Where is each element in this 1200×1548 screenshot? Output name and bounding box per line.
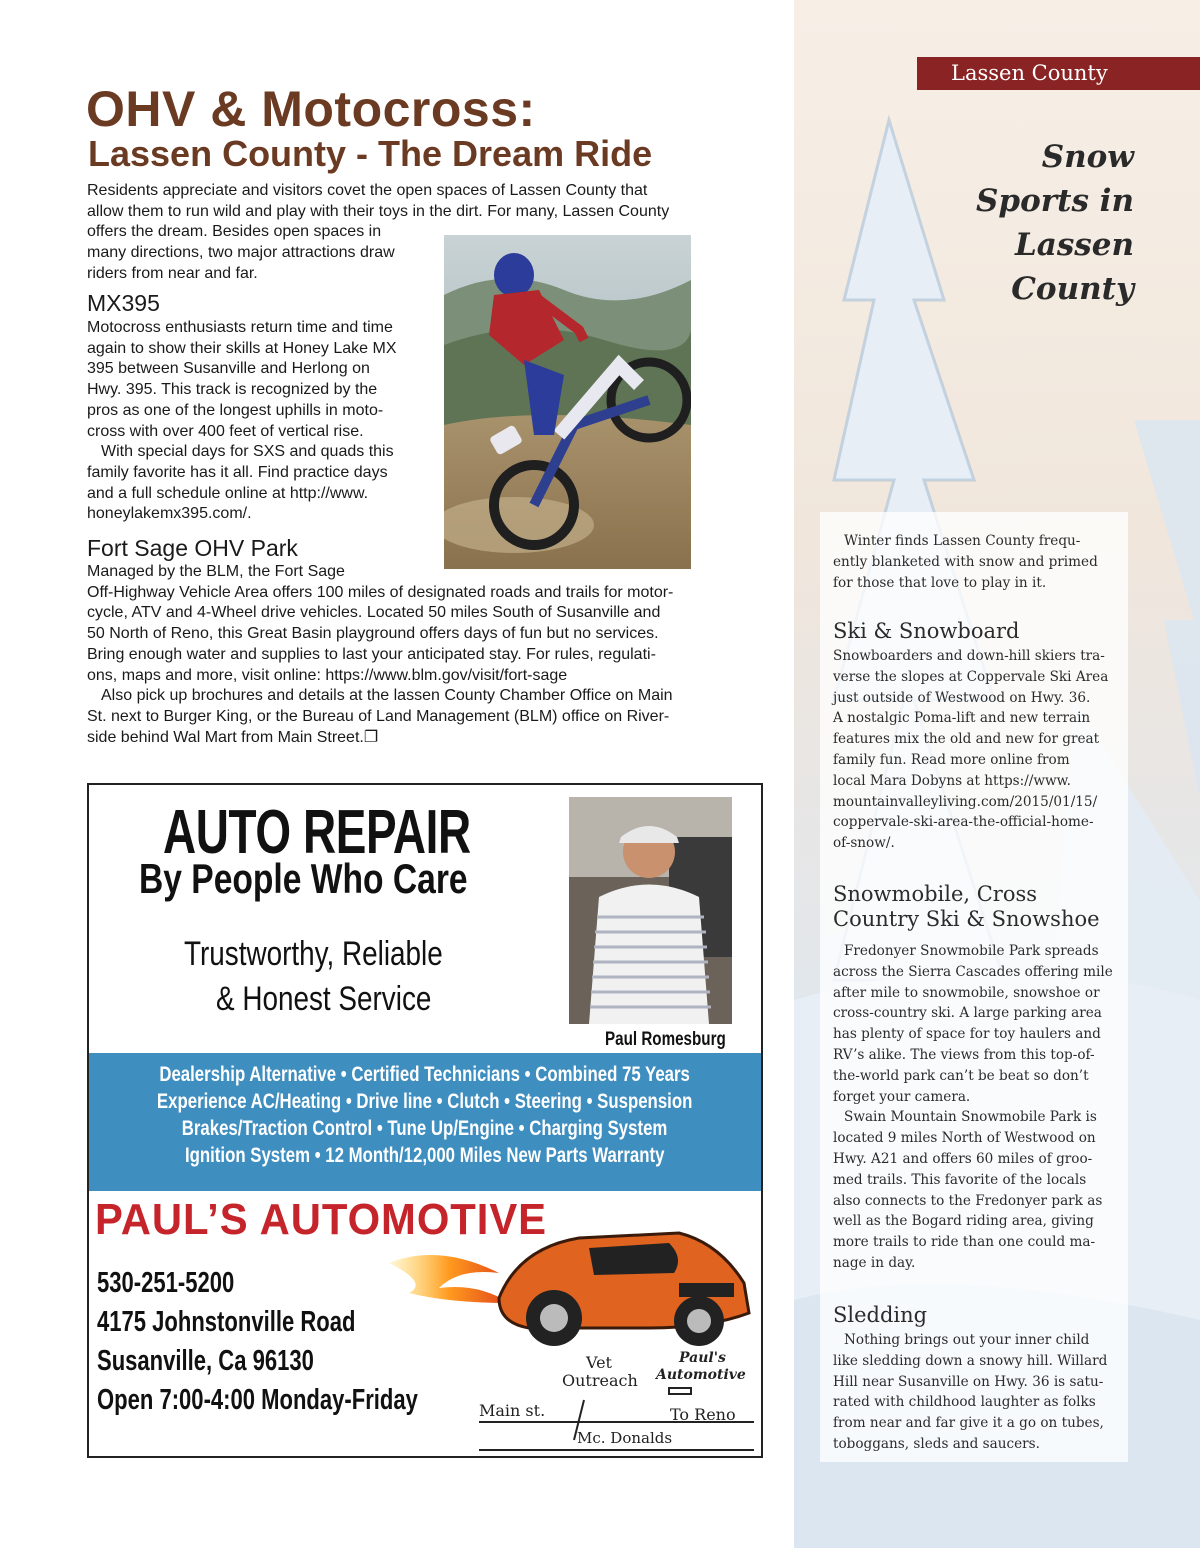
sledding-heading: Sledding — [833, 1303, 928, 1327]
text-line: RV’s alike. The views from this top-of- — [833, 1046, 1095, 1063]
motocross-photo — [444, 235, 691, 569]
business-hours: Open 7:00-4:00 Monday-Friday — [97, 1384, 418, 1416]
map-label: Automotive — [656, 1367, 746, 1383]
text-line: many directions, two major attractions draw — [87, 244, 395, 262]
text-line: after mile to snowmobile, snowshoe or — [833, 984, 1100, 1001]
text-line: and a full schedule online at http://www. — [87, 484, 369, 502]
text-line: mountainvalleyliving.com/2015/01/15/ — [833, 793, 1098, 810]
text-line: coppervale-ski-area-the-official-home- — [833, 814, 1094, 831]
text-line: offers the dream. Besides open spaces in — [87, 223, 382, 241]
title-line: Sports in — [976, 183, 1134, 219]
mechanic-photo — [569, 797, 732, 1024]
text-line: of-snow/. — [833, 835, 895, 852]
title-line: County — [1011, 271, 1134, 307]
location-map — [474, 1340, 759, 1455]
section-tag: Lassen County — [917, 57, 1200, 90]
text-line: cycle, ATV and 4-Wheel drive vehicles. Located 50 miles South of Susanville and — [87, 604, 661, 622]
text-line: just outside of Westwood on Hwy. 36. — [833, 689, 1091, 706]
sidebar-title — [874, 135, 1134, 311]
text-line: ently blanketed with snow and primed — [833, 553, 1098, 570]
services-line: Ignition System • 12 Month/12,000 Miles New Parts Warranty — [185, 1144, 665, 1167]
ski-body — [833, 646, 1128, 854]
text-line: local Mara Dobyns at https://www. — [833, 772, 1071, 789]
title-line: Snow — [1041, 139, 1134, 175]
snowmobile-heading — [833, 882, 1100, 932]
text-line: across the Sierra Cascades offering mile — [833, 963, 1113, 980]
text-line: ons, maps and more, visit online: https://www.blm.gov/visit/fort-sage — [87, 666, 568, 684]
article-title: OHV & Motocross: — [86, 81, 536, 137]
text-line: med trails. This favorite of the locals — [833, 1171, 1087, 1188]
text-line: the-world park can’t be beat so don’t — [833, 1067, 1089, 1084]
text-line: St. next to Burger King, or the Bureau of Land Management (BLM) office on River- — [87, 707, 670, 725]
brand-name: PAUL’S AUTOMOTIVE — [95, 1195, 547, 1244]
text-line: Fredonyer Snowmobile Park spreads — [844, 943, 1099, 959]
services-line: Brakes/Traction Control • Tune Up/Engine • Charging System — [182, 1117, 668, 1140]
city-address: Susanville, Ca 96130 — [97, 1345, 314, 1377]
text-line: Motocross enthusiasts return time and time — [87, 319, 393, 336]
text-line: from near and far give it a go on tubes, — [833, 1415, 1104, 1432]
ski-heading: Ski & Snowboard — [833, 619, 1020, 643]
text-line: cross with over 400 feet of vertical rise. — [87, 422, 364, 440]
text-line: for those that love to play in it. — [833, 574, 1047, 591]
map-label: Mc. Donalds — [577, 1429, 673, 1447]
street-address: 4175 Johnstonville Road — [97, 1306, 356, 1338]
text-line: honeylakemx395.com/. — [87, 505, 252, 523]
text-line: more trails to ride than one could ma- — [833, 1234, 1096, 1251]
title-line: Lassen — [1014, 227, 1134, 263]
text-line: forget your camera. — [833, 1088, 971, 1105]
text-line: toboggans, sleds and saucers. — [833, 1435, 1040, 1452]
sledding-body — [833, 1330, 1128, 1455]
text-line: Hill near Susanville on Hwy. 36 is satu- — [833, 1373, 1104, 1390]
snowmobile-body — [833, 941, 1128, 1274]
services-band — [89, 1053, 761, 1191]
text-line: Off-Highway Vehicle Area offers 100 miles of designated roads and trails for motor- — [87, 583, 674, 601]
text-line: has plenty of space for toy haulers and — [833, 1026, 1101, 1043]
ad-tagline: & Honest Service — [216, 980, 432, 1018]
sidebar-intro — [833, 531, 1128, 593]
heading-line: Country Ski & Snowshoe — [833, 907, 1100, 931]
services-line: Dealership Alternative • Certified Technicians • Combined 75 Years — [159, 1063, 691, 1086]
services-line: Experience AC/Heating • Drive line • Clutch • Steering • Suspension — [157, 1090, 693, 1113]
text-line: verse the slopes at Coppervale Ski Area — [833, 668, 1109, 685]
text-line: Swain Mountain Snowmobile Park is — [844, 1109, 1097, 1126]
text-line: 50 North of Reno, this Great Basin playground offers days of fun but no services. — [87, 625, 659, 643]
text-line: side behind Wal Mart from Main Street.❐ — [87, 728, 379, 746]
text-line: Hwy. A21 and offers 60 miles of groo- — [833, 1150, 1093, 1167]
mx395-heading: MX395 — [87, 290, 160, 316]
text-line: Also pick up brochures and details at the lassen County Chamber Office on Main — [101, 687, 673, 705]
text-line: also connects to the Fredonyer park as — [833, 1192, 1103, 1209]
text-line: like sledding down a snowy hill. Willard — [833, 1352, 1108, 1369]
text-line: family favorite has it all. Find practice days — [87, 463, 388, 481]
mx395-body — [87, 318, 437, 525]
text-line: Managed by the BLM, the Fort Sage — [87, 563, 345, 580]
text-line: pros as one of the longest uphills in moto- — [87, 401, 384, 419]
map-label: Outreach — [562, 1371, 638, 1390]
ad-headline: AUTO REPAIR — [163, 798, 471, 867]
fort-sage-heading: Fort Sage OHV Park — [87, 535, 298, 561]
photo-caption: Paul Romesburg — [605, 1029, 726, 1050]
ad-subheadline: By People Who Care — [139, 855, 468, 902]
text-line: Residents appreciate and visitors covet the open spaces of Lassen County that — [87, 182, 648, 199]
text-line: nage in day. — [833, 1254, 916, 1271]
map-label: Paul's — [679, 1350, 726, 1366]
text-line: With special days for SXS and quads this — [101, 443, 394, 461]
text-line: Hwy. 395. This track is recognized by the — [87, 381, 378, 399]
text-line: 395 between Susanville and Herlong on — [87, 360, 370, 378]
map-label: To Reno — [670, 1405, 736, 1424]
heading-line: Snowmobile, Cross — [833, 882, 1038, 906]
text-line: Snowboarders and down-hill skiers tra- — [833, 648, 1105, 664]
map-label: Vet — [586, 1353, 612, 1372]
text-line: well as the Bogard riding area, giving — [833, 1213, 1094, 1230]
auto-repair-ad — [87, 783, 763, 1458]
phone-number: 530-251-5200 — [97, 1267, 235, 1299]
text-line: cross-country ski. A large parking area — [833, 1005, 1102, 1022]
map-label: Main st. — [479, 1401, 546, 1420]
text-line: Bring enough water and supplies to last your anticipated stay. For rules, regulati- — [87, 645, 656, 663]
text-line: allow them to run wild and play with their toys in the dirt. For many, Lassen County — [87, 202, 670, 220]
text-line: Nothing brings out your inner child — [844, 1332, 1090, 1348]
text-line: Winter finds Lassen County frequ- — [844, 533, 1081, 549]
article-subtitle: Lassen County - The Dream Ride — [88, 133, 653, 174]
text-line: rated with childhood laughter as folks — [833, 1394, 1096, 1411]
text-line: family fun. Read more online from — [833, 751, 1070, 768]
fort-sage-body — [87, 562, 747, 748]
ad-tagline: Trustworthy, Reliable — [184, 935, 443, 973]
text-line: features mix the old and new for great — [833, 731, 1100, 748]
text-line: A nostalgic Poma-lift and new terrain — [833, 710, 1091, 727]
text-line: located 9 miles North of Westwood on — [833, 1130, 1096, 1147]
text-line: riders from near and far. — [87, 264, 258, 282]
text-line: again to show their skills at Honey Lake MX — [87, 339, 397, 357]
